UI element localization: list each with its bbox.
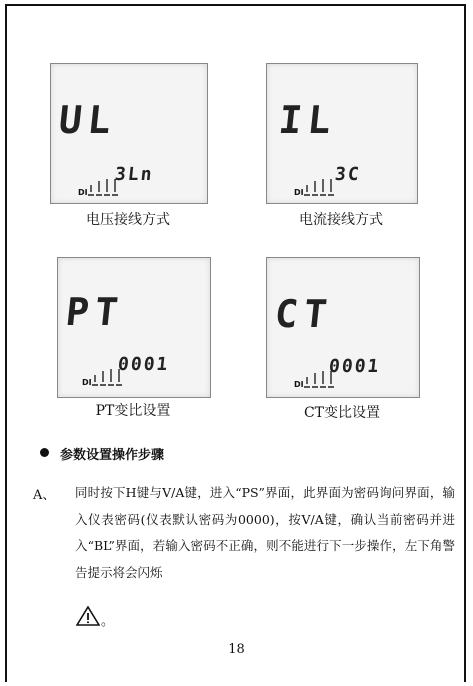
step-paragraph: 同时按下H键与V/A键，进入“PS”界面，此界面为密码询问界面，输入仪表密码(仪表默认密码为0000)，按V/A键，确认当前密码并进入“BL”界面，若输入密码不正确，则不能进行下一步操作，左下角警告提示将会闪烁 (75, 485, 455, 580)
di-indicator-icons (51, 64, 207, 203)
di-indicator-icons (58, 258, 210, 397)
caption-current-wiring: 电流接线方式 (299, 212, 383, 228)
lcd-panel-voltage-wiring (50, 63, 208, 204)
caption-ct-ratio: CT变比设置 (303, 405, 381, 421)
lcd-main-readout: UL (56, 98, 120, 142)
lcd-panel-current-wiring (266, 63, 418, 204)
lcd-panel-pt-ratio (57, 257, 211, 398)
caption-pt-ratio: PT变比设置 (95, 403, 171, 419)
lcd-sub-readout: 3C (333, 164, 362, 185)
step-marker: A、 (33, 488, 56, 503)
di-label: DI (78, 188, 88, 197)
page-number: 18 (228, 642, 245, 657)
lcd-main-readout: IL (276, 98, 340, 142)
di-indicator-icons (267, 64, 417, 203)
lcd-sub-readout: 0001 (327, 356, 382, 377)
di-indicator-icons (267, 258, 419, 397)
warning-icon (76, 606, 100, 626)
lcd-sub-readout: 3Ln (113, 164, 155, 185)
lcd-sub-readout: 0001 (116, 354, 171, 375)
step-suffix: 。 (101, 614, 115, 629)
di-label: DI (82, 378, 92, 387)
lcd-main-readout: PT (63, 290, 127, 334)
lcd-main-readout: CT (272, 292, 336, 336)
lcd-panel-ct-ratio (266, 257, 420, 398)
caption-voltage-wiring: 电压接线方式 (86, 212, 170, 228)
di-label: DI (294, 188, 304, 197)
bullet-icon (40, 448, 49, 457)
di-label: DI (294, 380, 304, 389)
section-heading: 参数设置操作步骤 (60, 448, 165, 463)
